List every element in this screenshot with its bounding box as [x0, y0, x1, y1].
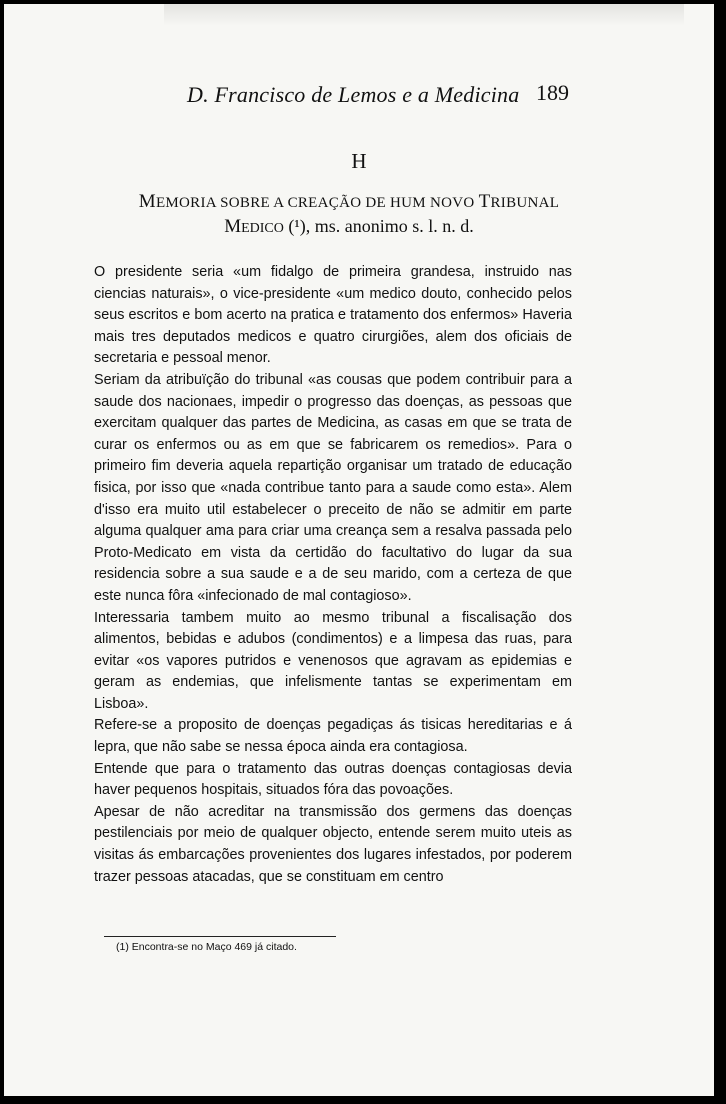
paragraph: Refere-se a proposito de doenças pegadiças ás tisicas hereditarias e á lepra, que não sabe se nessa época ainda era contagiosa.	[94, 717, 572, 756]
paragraph: Interessaria tambem muito ao mesmo tribunal a fiscalisação dos alimentos, bebidas e adubos (condimentos) e a limpesa das ruas, para evitar «os vapores putridos e venenosos que agravam as epidemias e geram as endemias, que infelismente tantas se experimentam em Lisboa».	[94, 609, 572, 712]
book-page	[4, 4, 714, 1096]
title-text-a: EMORIA SOBRE A CREAÇÃO DE HUM NOVO	[155, 195, 479, 211]
title2-rest: (¹), ms. anonimo s. l. n. d.	[283, 216, 474, 236]
title-text-b: RIBUNAL	[490, 195, 560, 211]
paragraph: Seriam da atribuïção do tribunal «as cousas que podem contribuir para a saude dos nacionaes, impedir o progresso das doenças, as pessoas que exercitam qualquer das partes de Medicina, as casas em que se trata de curar os enfermos ou as em que se fabricarem os remedios». Para o primeiro fim deveria aquela repartição organisar um tratado de educação fisica, por isso que «nada contribue tanto para a saude como esta». Alem d'isso era muito util estabelecer o preceito de não se admitir em parte alguma qualquer ama para criar uma creança sem a resalva passada pelo Proto-Medicato em vista da certidão do facultativo do lugar da sua residencia sobre a sua saude e a de seu marido, com a certeza de que este nunca fôra «infecionado de mal contagioso».	[94, 371, 572, 604]
page-number: 189	[536, 80, 569, 105]
footnote: (1) Encontra-se no Maço 469 já citado.	[116, 941, 297, 953]
paragraph: Apesar de não acreditar na transmissão dos germens das doenças pestilenciais por meio de qualquer objecto, entende serem muito uteis as visitas ás embarcações provenientes dos lugares infestados, por poderem trazer pessoas atacadas, que se constituam em centro	[94, 803, 572, 885]
title2-smallcaps: EDICO	[241, 221, 284, 236]
section-title-line-2	[4, 216, 694, 238]
running-title: D. Francisco de Lemos e a Medicina	[187, 82, 520, 107]
section-title-line-1	[4, 191, 694, 213]
title2-initial-m: M	[224, 216, 242, 237]
paragraph: O presidente seria «um fidalgo de primeira grandesa, instruido nas ciencias naturais», o vice-presidente «um medico douto, conhecido pelos seus escritos e bom acerto na pratica e tratamento dos enfermos» Haveria mais tres deputados medicos e quatro cirurgiões, alem dos oficiais de secretaria e pessoal menor.	[94, 264, 572, 367]
body-text	[94, 262, 572, 888]
title-initial-m: M	[138, 191, 156, 212]
footnote-rule	[104, 936, 336, 937]
section-letter: H	[351, 149, 367, 173]
scan-noise	[164, 4, 684, 26]
title-initial-t: T	[478, 191, 491, 212]
paragraph: Entende que para o tratamento das outras doenças contagiosas devia haver pequenos hospitais, situados fóra das povoações.	[94, 760, 572, 799]
